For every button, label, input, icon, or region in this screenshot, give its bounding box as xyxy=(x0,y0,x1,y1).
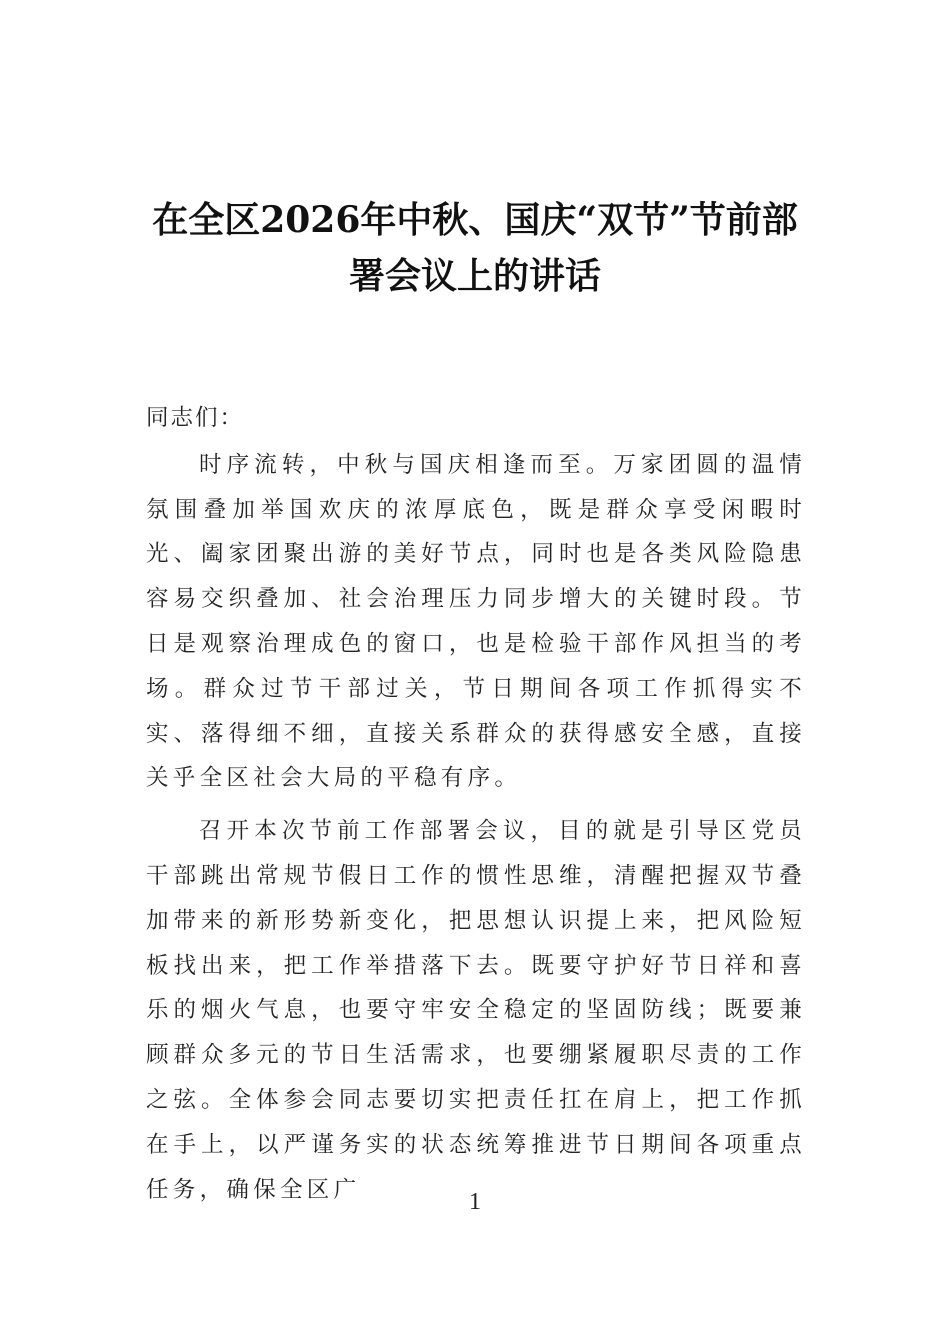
page-number: 1 xyxy=(469,1189,481,1215)
document-title-line-1: 在全区2026年中秋、国庆“双节”节前部 xyxy=(152,199,798,241)
salutation: 同志们： xyxy=(146,405,245,431)
document-body xyxy=(146,396,806,1212)
body-paragraph-1: 时序流转，中秋与国庆相逢而至。万家团圆的温情氛围叠加举国欢庆的浓厚底色，既是群众享受闲暇时光、阖家团聚出游的美好节点，同时也是各类风险隐患容易交织叠加、社会治理压力同步增大的关键时段。节日是观察治理成色的窗口，也是检验干部作风担当的考场。群众过节干部过关，节日期间各项工作抓得实不实、落得细不细，直接关系群众的获得感安全感，直接关乎全区社会大局的平稳有序。 xyxy=(146,451,806,792)
document-title-line-2: 署会议上的讲话 xyxy=(348,255,601,297)
body-paragraph-2: 召开本次节前工作部署会议，目的就是引导区党员干部跳出常规节假日工作的惯性思维，清醒把握双节叠加带来的新形势新变化，把思想认识提上来，把风险短板找出来，把工作举措落下去。既要守护好节日祥和喜乐的烟火气息，也要守牢安全稳定的坚固防线；既要兼顾群众多元的节日生活需求，也要绷紧履职尽责的工作之弦。全体参会同志要切实把责任扛在肩上，把工作抓在手上，以严谨务实的状态统筹推进节日期间各项重点任务，确保全区广 xyxy=(146,818,806,1203)
document-title xyxy=(130,192,820,304)
